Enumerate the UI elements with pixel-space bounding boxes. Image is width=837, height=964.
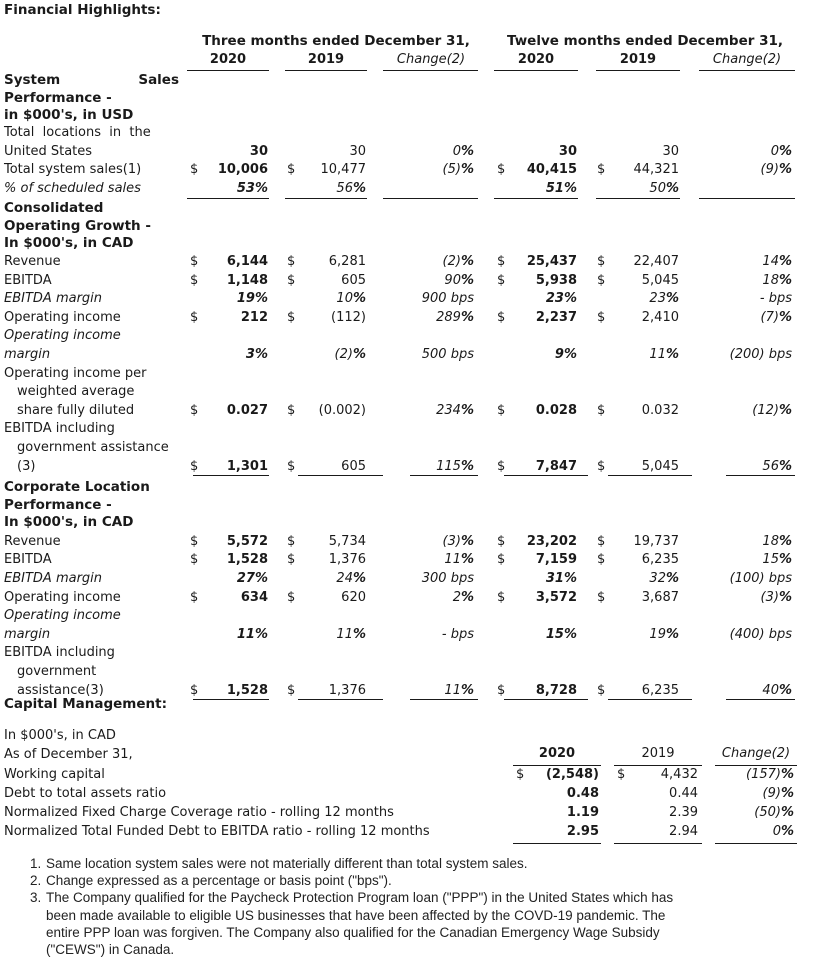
currency-symbol: $ bbox=[190, 254, 199, 269]
value-y-2020: 9% bbox=[554, 347, 577, 362]
currency-symbol: $ bbox=[597, 458, 606, 474]
capital-value-2020: 2.95 bbox=[566, 824, 599, 839]
row-label: Revenue bbox=[4, 533, 61, 549]
value-q-chg: 900 bps bbox=[421, 291, 474, 307]
row-label: EBITDA margin bbox=[4, 570, 103, 586]
capital-value-change: (9)% bbox=[762, 786, 794, 801]
currency-symbol: $ bbox=[287, 254, 296, 269]
title-word: Sales bbox=[138, 72, 179, 88]
value-q-2020: 30 bbox=[249, 143, 268, 159]
value-q-2019: 56% bbox=[336, 180, 366, 196]
value-q-chg: 0% bbox=[452, 143, 474, 159]
currency-symbol: $ bbox=[190, 682, 199, 698]
capital-value-2020: 0.48 bbox=[566, 786, 599, 801]
value-y-2019: 0.032 bbox=[641, 402, 679, 418]
capital-header-underline bbox=[614, 765, 702, 766]
header-q-2019: 2019 bbox=[307, 52, 345, 67]
total-underline bbox=[504, 699, 588, 700]
capital-row-label: Working capital bbox=[4, 767, 105, 782]
footnote-text: been made available to eligible US businesses that have been affected by the COVD-19 pandemic. The bbox=[46, 907, 666, 923]
total-underline bbox=[726, 475, 795, 476]
value-q-chg: 115% bbox=[436, 458, 474, 474]
currency-symbol: $ bbox=[190, 402, 199, 418]
footnote-text: Same location system sales were not materially different than total system sales. bbox=[46, 856, 528, 871]
value-q-2020: 634 bbox=[240, 589, 268, 605]
capital-header-2019: 2019 bbox=[641, 746, 675, 761]
currency-symbol: $ bbox=[516, 767, 525, 782]
value-q-chg: 11% bbox=[444, 552, 474, 568]
header-y-2020: 2020 bbox=[517, 52, 555, 67]
value-q-2020: 5,572 bbox=[226, 533, 268, 549]
currency-symbol: $ bbox=[287, 552, 296, 568]
capital-row-label: Normalized Total Funded Debt to EBITDA ratio - rolling 12 months bbox=[4, 824, 430, 839]
total-underline bbox=[726, 699, 795, 700]
header-twelve-months: Twelve months ended December 31, bbox=[506, 33, 784, 49]
total-underline bbox=[410, 475, 478, 476]
value-y-chg: (400) bps bbox=[729, 626, 792, 642]
section-underline bbox=[699, 198, 795, 199]
value-y-2020: 15% bbox=[545, 626, 577, 642]
header-q-2020: 2020 bbox=[209, 52, 247, 67]
section-title-corporate: Performance - bbox=[4, 496, 112, 513]
value-q-chg: 234% bbox=[436, 402, 474, 418]
value-q-2019: (2)% bbox=[334, 347, 366, 362]
capital-underline bbox=[715, 843, 797, 844]
currency-symbol: $ bbox=[190, 552, 199, 568]
value-q-chg: 2% bbox=[452, 589, 474, 605]
value-y-chg: (100) bps bbox=[729, 570, 792, 586]
value-y-2019: 11% bbox=[649, 347, 679, 362]
total-underline bbox=[608, 699, 692, 700]
footnote-text: ("CEWS") in Canada. bbox=[46, 942, 175, 957]
value-q-2019: 6,281 bbox=[328, 254, 366, 269]
capital-underline bbox=[614, 843, 702, 844]
value-q-2019: 10% bbox=[336, 291, 366, 307]
row-label: % of scheduled sales bbox=[4, 180, 141, 196]
value-y-2019: 3,687 bbox=[641, 589, 679, 605]
row-label: margin bbox=[4, 347, 51, 362]
section-title-system-sales-line2: Performance - bbox=[4, 89, 112, 106]
section-underline bbox=[494, 198, 578, 199]
value-q-2019: 24% bbox=[336, 570, 366, 586]
value-q-2020: 0.027 bbox=[226, 402, 268, 418]
section-title-system-sales bbox=[4, 72, 179, 88]
header-underline bbox=[383, 70, 478, 71]
value-y-chg: 56% bbox=[762, 458, 792, 474]
total-underline bbox=[298, 475, 383, 476]
value-q-chg: 90% bbox=[444, 272, 474, 288]
currency-symbol: $ bbox=[497, 402, 506, 418]
capital-header-underline bbox=[513, 765, 601, 766]
value-y-2019: 50% bbox=[649, 180, 679, 196]
footnote-line bbox=[30, 942, 174, 958]
section-underline bbox=[285, 198, 367, 199]
capital-management-title: Capital Management: bbox=[4, 696, 167, 712]
section-title-corporate: Corporate Location bbox=[4, 479, 150, 496]
header-underline bbox=[187, 70, 269, 71]
section-title-consolidated: Operating Growth - bbox=[4, 217, 151, 234]
value-q-2019: 620 bbox=[341, 589, 366, 605]
capital-value-2019: 4,432 bbox=[660, 767, 698, 782]
value-y-chg: 0% bbox=[770, 143, 792, 159]
currency-symbol: $ bbox=[287, 272, 296, 288]
currency-symbol: $ bbox=[287, 162, 296, 178]
total-underline bbox=[193, 475, 269, 476]
value-y-chg: (9)% bbox=[760, 162, 792, 178]
currency-symbol: $ bbox=[597, 682, 606, 698]
value-y-2019: 5,045 bbox=[641, 272, 679, 288]
value-y-2020: 40,415 bbox=[526, 162, 577, 178]
capital-value-2019: 0.44 bbox=[669, 786, 698, 801]
value-q-2020: 19% bbox=[236, 291, 268, 307]
capital-header-2020: 2020 bbox=[538, 746, 576, 761]
value-y-2020: 23,202 bbox=[526, 533, 577, 549]
value-q-2020: 6,144 bbox=[226, 254, 268, 269]
value-y-chg: 14% bbox=[762, 254, 792, 269]
value-y-2019: 22,407 bbox=[633, 254, 679, 269]
value-y-2020: 8,728 bbox=[535, 682, 577, 698]
value-q-chg: 300 bps bbox=[421, 570, 474, 586]
row-label: assistance(3) bbox=[17, 682, 104, 698]
value-q-2020: 3% bbox=[245, 347, 268, 362]
total-underline bbox=[608, 475, 692, 476]
value-y-2019: 6,235 bbox=[641, 552, 679, 568]
currency-symbol: $ bbox=[190, 533, 199, 549]
value-q-chg: 500 bps bbox=[421, 347, 474, 362]
capital-header-change: Change(2) bbox=[721, 746, 791, 761]
capital-subtitle-date: As of December 31, bbox=[4, 747, 133, 762]
currency-symbol: $ bbox=[190, 162, 199, 178]
value-q-chg: 11% bbox=[444, 682, 474, 698]
row-label: weighted average bbox=[17, 384, 135, 400]
row-label: share fully diluted bbox=[17, 402, 135, 418]
capital-value-change: 0% bbox=[772, 824, 794, 839]
header-underline bbox=[494, 70, 578, 71]
row-label: Total system sales(1) bbox=[4, 162, 142, 178]
page-title: Financial Highlights: bbox=[4, 2, 161, 18]
value-y-chg: (7)% bbox=[760, 309, 792, 325]
currency-symbol: $ bbox=[497, 589, 506, 605]
value-q-2020: 1,148 bbox=[226, 272, 268, 288]
value-q-2019: 605 bbox=[341, 458, 366, 474]
currency-symbol: $ bbox=[287, 458, 296, 474]
row-label: EBITDA margin bbox=[4, 291, 103, 307]
footnote-line bbox=[30, 908, 665, 924]
value-q-2019: 10,477 bbox=[320, 162, 366, 178]
value-y-2020: 7,159 bbox=[535, 552, 577, 568]
value-q-2020: 1,528 bbox=[226, 682, 268, 698]
currency-symbol: $ bbox=[287, 402, 296, 418]
currency-symbol: $ bbox=[190, 458, 199, 474]
currency-symbol: $ bbox=[597, 589, 606, 605]
row-label: (3) bbox=[17, 458, 36, 474]
value-y-2020: 0.028 bbox=[535, 402, 577, 418]
value-y-chg: 40% bbox=[762, 682, 792, 698]
capital-value-2019: 2.94 bbox=[669, 824, 698, 839]
currency-symbol: $ bbox=[597, 272, 606, 288]
value-q-2019: 1,376 bbox=[328, 552, 366, 568]
value-q-2020: 11% bbox=[236, 626, 268, 642]
header-underline bbox=[596, 70, 680, 71]
value-q-2019: 605 bbox=[341, 272, 366, 288]
value-y-chg: (12)% bbox=[752, 402, 792, 418]
capital-row-label: Normalized Fixed Charge Coverage ratio - rolling 12 months bbox=[4, 805, 394, 820]
capital-header-underline bbox=[715, 765, 797, 766]
footnote-number: 1. bbox=[30, 856, 42, 871]
row-label: Operating income per bbox=[4, 365, 147, 381]
currency-symbol: $ bbox=[597, 402, 606, 418]
row-label: EBITDA including bbox=[4, 645, 115, 661]
value-y-2019: 6,235 bbox=[641, 682, 679, 698]
currency-symbol: $ bbox=[597, 309, 606, 325]
value-q-chg: (3)% bbox=[442, 533, 474, 549]
row-label: Operating income bbox=[4, 328, 121, 344]
total-underline bbox=[504, 475, 588, 476]
capital-value-2020: (2,548) bbox=[545, 767, 599, 782]
currency-symbol: $ bbox=[190, 309, 199, 325]
header-q-change: Change(2) bbox=[396, 52, 466, 67]
total-underline bbox=[298, 699, 383, 700]
value-y-2020: 31% bbox=[545, 570, 577, 586]
value-y-chg: - bps bbox=[759, 291, 792, 307]
value-y-chg: 15% bbox=[762, 552, 792, 568]
value-y-chg: 18% bbox=[762, 272, 792, 288]
currency-symbol: $ bbox=[497, 552, 506, 568]
capital-value-change: (50)% bbox=[754, 805, 794, 820]
currency-symbol: $ bbox=[597, 533, 606, 549]
value-q-chg: (5)% bbox=[442, 162, 474, 178]
value-y-2019: 30 bbox=[662, 143, 679, 159]
value-y-2020: 7,847 bbox=[535, 458, 577, 474]
currency-symbol: $ bbox=[497, 272, 506, 288]
capital-value-2019: 2.39 bbox=[669, 805, 698, 820]
currency-symbol: $ bbox=[497, 682, 506, 698]
value-q-2019: 5,734 bbox=[328, 533, 366, 549]
value-y-2019: 23% bbox=[649, 291, 679, 307]
currency-symbol: $ bbox=[287, 589, 296, 605]
currency-symbol: $ bbox=[497, 533, 506, 549]
value-q-2019: 30 bbox=[349, 143, 366, 159]
capital-subtitle-currency: In $000's, in CAD bbox=[4, 728, 116, 743]
value-q-2020: 1,528 bbox=[226, 552, 268, 568]
currency-symbol: $ bbox=[597, 552, 606, 568]
footnote-line bbox=[30, 890, 673, 906]
currency-symbol: $ bbox=[497, 309, 506, 325]
currency-symbol: $ bbox=[287, 533, 296, 549]
value-y-2019: 19% bbox=[649, 626, 679, 642]
value-q-chg: 289% bbox=[436, 309, 474, 325]
footnote-text: The Company qualified for the Paycheck Protection Program loan ("PPP") in the United States which has bbox=[46, 890, 674, 906]
row-label: EBITDA bbox=[4, 272, 52, 288]
row-label: Operating income bbox=[4, 608, 121, 624]
row-label: EBITDA including bbox=[4, 421, 115, 437]
value-q-2019: 11% bbox=[336, 626, 366, 642]
value-q-2020: 212 bbox=[240, 309, 268, 325]
row-label: Revenue bbox=[4, 254, 61, 269]
value-y-2020: 2,237 bbox=[535, 309, 577, 325]
row-label: margin bbox=[4, 626, 51, 642]
capital-row-label: Debt to total assets ratio bbox=[4, 786, 167, 801]
total-underline bbox=[193, 699, 269, 700]
capital-value-2020: 1.19 bbox=[566, 805, 599, 820]
footnote-line bbox=[30, 925, 660, 941]
section-title-corporate: In $000's, in CAD bbox=[4, 514, 134, 531]
value-q-chg: - bps bbox=[441, 626, 474, 642]
currency-symbol: $ bbox=[190, 589, 199, 605]
currency-symbol: $ bbox=[287, 682, 296, 698]
section-underline bbox=[187, 198, 269, 199]
value-y-2019: 44,321 bbox=[633, 162, 679, 178]
currency-symbol: $ bbox=[617, 767, 626, 782]
currency-symbol: $ bbox=[497, 254, 506, 269]
value-y-chg: (200) bps bbox=[729, 347, 792, 362]
value-y-chg: (3)% bbox=[760, 589, 792, 605]
header-underline bbox=[285, 70, 367, 71]
section-title-consolidated: Consolidated bbox=[4, 200, 104, 216]
footnote-line bbox=[30, 856, 527, 872]
currency-symbol: $ bbox=[497, 162, 506, 178]
value-q-2019: 1,376 bbox=[328, 682, 366, 698]
row-label: Operating income bbox=[4, 309, 121, 325]
total-underline bbox=[410, 699, 478, 700]
value-y-2019: 19,737 bbox=[633, 533, 679, 549]
header-three-months: Three months ended December 31, bbox=[202, 33, 470, 49]
currency-symbol: $ bbox=[597, 162, 606, 178]
value-q-2019: (112) bbox=[331, 309, 366, 325]
value-y-2020: 5,938 bbox=[535, 272, 577, 288]
value-y-2020: 30 bbox=[558, 143, 577, 159]
header-underline bbox=[699, 70, 795, 71]
value-q-2020: 1,301 bbox=[226, 458, 268, 474]
footnote-line bbox=[30, 873, 392, 889]
row-label: Total locations in the bbox=[4, 125, 151, 140]
footnote-text: entire PPP loan was forgiven. The Company also qualified for the Canadian Emergency Wage Subsidy bbox=[46, 924, 660, 940]
section-underline bbox=[596, 198, 680, 199]
value-q-chg: (2)% bbox=[442, 254, 474, 269]
section-title-system-sales-line3: in $000's, in USD bbox=[4, 107, 134, 123]
row-label: government bbox=[17, 663, 97, 679]
section-title-consolidated: In $000's, in CAD bbox=[4, 235, 134, 251]
value-q-2020: 53% bbox=[236, 180, 268, 196]
currency-symbol: $ bbox=[287, 309, 296, 325]
value-y-2020: 51% bbox=[545, 180, 577, 196]
value-y-2019: 5,045 bbox=[641, 458, 679, 474]
section-underline bbox=[383, 198, 478, 199]
row-label: government assistance bbox=[17, 440, 169, 455]
value-y-2020: 25,437 bbox=[526, 254, 577, 269]
row-label: United States bbox=[4, 143, 93, 159]
currency-symbol: $ bbox=[497, 458, 506, 474]
title-word: System bbox=[4, 72, 61, 88]
value-q-2019: (0.002) bbox=[318, 402, 366, 418]
header-y-2019: 2019 bbox=[619, 52, 657, 67]
value-q-2020: 10,006 bbox=[217, 162, 268, 178]
capital-underline bbox=[513, 843, 601, 844]
value-y-chg: 18% bbox=[762, 533, 792, 549]
currency-symbol: $ bbox=[597, 254, 606, 269]
value-y-2020: 3,572 bbox=[535, 589, 577, 605]
value-y-2019: 32% bbox=[649, 570, 679, 586]
footnote-text: Change expressed as a percentage or basis point ("bps"). bbox=[46, 873, 392, 889]
value-y-2020: 23% bbox=[545, 291, 577, 307]
capital-value-change: (157)% bbox=[746, 767, 794, 782]
row-label: EBITDA bbox=[4, 552, 52, 568]
row-label: Operating income bbox=[4, 589, 121, 605]
value-y-2019: 2,410 bbox=[641, 309, 679, 325]
header-y-change: Change(2) bbox=[712, 52, 782, 67]
currency-symbol: $ bbox=[190, 272, 199, 288]
footnote-number: 3. bbox=[30, 890, 42, 906]
footnote-number: 2. bbox=[30, 873, 42, 889]
value-q-2020: 27% bbox=[236, 570, 268, 586]
